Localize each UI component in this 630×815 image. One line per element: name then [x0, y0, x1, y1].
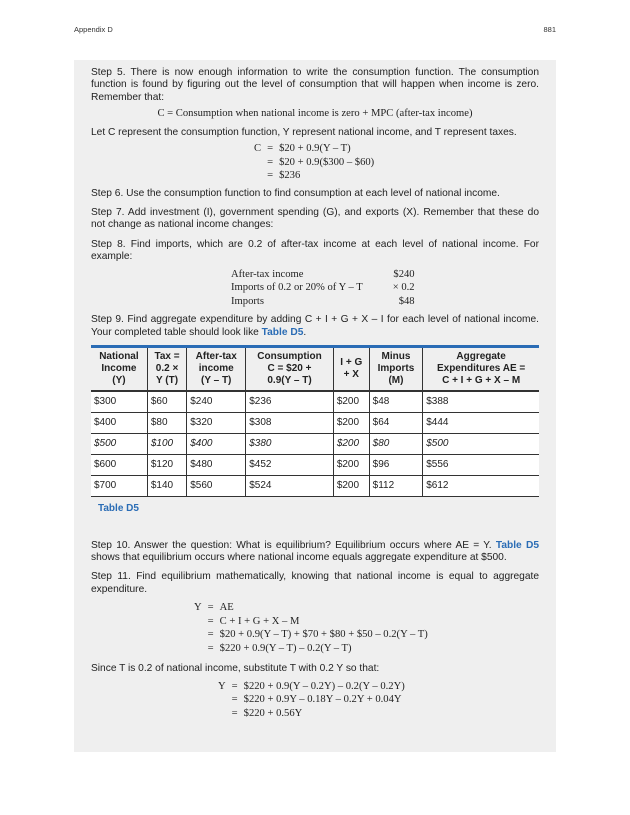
column-header-line: Expenditures AE =: [436, 363, 526, 375]
column-header-line: 0.9(Y – T): [267, 375, 312, 387]
equation-rhs: $220 + 0.9Y – 0.18Y – 0.2Y + 0.04Y: [243, 694, 402, 706]
table-caption: Table D5: [98, 503, 139, 515]
equation-op: =: [207, 615, 214, 627]
equation-op: =: [207, 629, 214, 641]
column-header: [333, 347, 369, 392]
step-10-text: Step 10. Answer the question: What is equilibrium? Equilibrium occurs where AE = Y. Table D5 shows that equilibrium occurs where national income equals aggregate expenditure at $500.: [91, 539, 539, 563]
panel-content: [91, 67, 539, 720]
equation-lhs: [191, 642, 205, 656]
equilibrium-equation-line: [191, 601, 431, 615]
table-cell: $100: [147, 434, 186, 455]
table-cell: $444: [423, 413, 539, 434]
equation-lhs: C: [254, 143, 262, 155]
column-header-line: Tax =: [154, 351, 180, 363]
equation-op: =: [267, 170, 274, 182]
equation-rhs: $220 + 0.9(Y – T) – 0.2(Y – T): [219, 642, 352, 654]
column-header-line: income: [198, 363, 234, 375]
consumption-formula: C = Consumption when national income is zero + MPC (after-tax income): [157, 108, 473, 120]
column-header-line: Imports: [377, 363, 415, 375]
equation-rhs: C + I + G + X – M: [219, 615, 300, 627]
equation-lhs: Y: [194, 602, 202, 614]
equation-lhs: [251, 169, 264, 183]
table-cell: $200: [333, 476, 369, 497]
table-d5-link[interactable]: Table D5: [261, 326, 304, 338]
table-cell: $48: [369, 391, 423, 413]
step-5-text: Step 5. There is now enough information to write the consumption function. The consumption function is found by figuring out the level of consumption that will happen when income is zero. Remember that:: [91, 67, 539, 103]
step-7-text: Step 7. Add investment (I), government spending (G), and exports (X). Remember that these do not change as national income changes:: [91, 206, 539, 231]
equation-op: =: [231, 694, 238, 706]
step-11-text: Step 11. Find equilibrium mathematically, knowing that national income is equal to aggregate expenditure.: [91, 571, 539, 595]
column-header-line: C + I + G + X – M: [442, 375, 521, 387]
table-cell: $96: [369, 455, 423, 476]
table-cell: $612: [423, 476, 539, 497]
final-equation-line: [215, 693, 408, 707]
equation-rhs: $20 + 0.9(Y – T): [279, 143, 351, 155]
imports-example-row: [231, 295, 415, 309]
imports-example: [231, 268, 415, 309]
column-header-line: Aggregate: [456, 351, 506, 363]
table-cell: $112: [369, 476, 423, 497]
column-header-line: Consumption: [257, 351, 322, 363]
equation-op: =: [267, 143, 274, 155]
equilibrium-equation-line: [191, 642, 431, 656]
equilibrium-equation-line: [191, 615, 431, 629]
table-d5-link[interactable]: Table D5: [495, 539, 539, 551]
step-9-text: Step 9. Find aggregate expenditure by adding C + I + G + X – I for each level of national income. Your completed table should look like Table D5.: [91, 314, 539, 338]
table-cell: $500: [423, 434, 539, 455]
table-cell: $320: [187, 413, 246, 434]
column-header: [423, 347, 539, 392]
imports-example-value: $48: [398, 295, 415, 307]
table-cell: $120: [147, 455, 186, 476]
table-cell: $64: [369, 413, 423, 434]
imports-example-value: × 0.2: [392, 282, 415, 294]
table-cell: $524: [246, 476, 334, 497]
table-cell: $200: [333, 413, 369, 434]
column-header-line: C = $20 +: [267, 363, 312, 375]
table-cell: $300: [91, 391, 147, 413]
imports-example-row: [231, 281, 415, 295]
table-cell: $80: [147, 413, 186, 434]
step-5-definitions: Let C represent the consumption function, Y represent national income, and T represent taxes.: [91, 126, 517, 138]
table-cell: $60: [147, 391, 186, 413]
page-number: 881: [543, 25, 556, 34]
equilibrium-equation-line: [191, 628, 431, 642]
equation-lhs: Y: [218, 680, 226, 692]
column-header-line: Y (T): [156, 375, 179, 387]
imports-example-label: Imports of 0.2 or 20% of Y – T: [231, 282, 363, 294]
imports-example-label: Imports: [231, 295, 264, 307]
column-header-line: Income: [101, 363, 137, 375]
table-cell: $140: [147, 476, 186, 497]
table-cell: $500: [91, 434, 147, 455]
equation-op: =: [231, 680, 238, 692]
table-row: [91, 413, 539, 434]
table-cell: $236: [246, 391, 334, 413]
equation-rhs: AE: [219, 602, 234, 614]
table-cell: $200: [333, 434, 369, 455]
equilibrium-equation: [191, 601, 431, 655]
table-cell: $200: [333, 455, 369, 476]
column-header-line: (Y): [112, 375, 126, 387]
consumption-equation-line: [251, 169, 377, 183]
column-header: [91, 347, 147, 392]
table-cell: $556: [423, 455, 539, 476]
table-cell: $600: [91, 455, 147, 476]
table-cell: $700: [91, 476, 147, 497]
equation-lhs: [191, 615, 205, 629]
final-equation-line: [215, 707, 408, 721]
table-cell: $400: [187, 434, 246, 455]
equation-lhs: [215, 707, 229, 721]
worked-example-panel: [74, 60, 556, 752]
table-cell: $388: [423, 391, 539, 413]
step-6-text: Step 6. Use the consumption function to find consumption at each level of national income.: [91, 187, 500, 199]
column-header-line: National: [99, 351, 139, 363]
equation-op: =: [207, 642, 214, 654]
column-header-line: 0.2 ×: [155, 363, 179, 375]
table-cell: $480: [187, 455, 246, 476]
equation-rhs: $20 + 0.9($300 – $60): [279, 156, 375, 168]
equation-rhs: $220 + 0.9(Y – 0.2Y) – 0.2(Y – 0.2Y): [243, 680, 405, 692]
substitution-text: Since T is 0.2 of national income, substitute T with 0.2 Y so that:: [91, 663, 380, 675]
column-header-line: I + G: [340, 357, 363, 369]
column-header: [187, 347, 246, 392]
table-cell: $452: [246, 455, 334, 476]
table-cell: $308: [246, 413, 334, 434]
table-cell: $400: [91, 413, 147, 434]
column-header: [147, 347, 186, 392]
column-header-line: After-tax: [195, 351, 237, 363]
table-cell: $380: [246, 434, 334, 455]
equation-op: =: [267, 156, 274, 168]
table-cell: $80: [369, 434, 423, 455]
column-header-line: (M): [388, 375, 404, 387]
table-row: [91, 391, 539, 413]
final-equation: [215, 680, 408, 721]
equation-lhs: [251, 156, 264, 170]
table-row: [91, 434, 539, 455]
column-header-line: Minus: [381, 351, 411, 363]
column-header-line: (Y – T): [201, 375, 232, 387]
consumption-equation-line: [251, 142, 377, 156]
table-cell: $560: [187, 476, 246, 497]
equation-lhs: [191, 628, 205, 642]
imports-example-value: $240: [393, 268, 415, 280]
table-d5: [91, 345, 539, 497]
column-header-line: + X: [343, 369, 359, 381]
table-cell: $240: [187, 391, 246, 413]
equation-rhs: $236: [279, 170, 301, 182]
table-row: [91, 476, 539, 497]
equation-op: =: [207, 602, 214, 614]
equation-op: =: [231, 707, 238, 719]
table-cell: $200: [333, 391, 369, 413]
imports-example-row: [231, 268, 415, 282]
imports-example-label: After-tax income: [231, 268, 304, 280]
column-header: [246, 347, 334, 392]
final-equation-line: [215, 680, 408, 694]
column-header: [369, 347, 423, 392]
consumption-equation-line: [251, 156, 377, 170]
equation-rhs: $20 + 0.9(Y – T) + $70 + $80 + $50 – 0.2(Y – T): [219, 629, 428, 641]
table-row: [91, 455, 539, 476]
equation-rhs: $220 + 0.56Y: [243, 707, 303, 719]
equation-lhs: [215, 693, 229, 707]
consumption-equation: [251, 142, 377, 183]
step-8-text: Step 8. Find imports, which are 0.2 of after-tax income at each level of national income. For example:: [91, 238, 539, 263]
running-header: Appendix D: [74, 25, 113, 34]
